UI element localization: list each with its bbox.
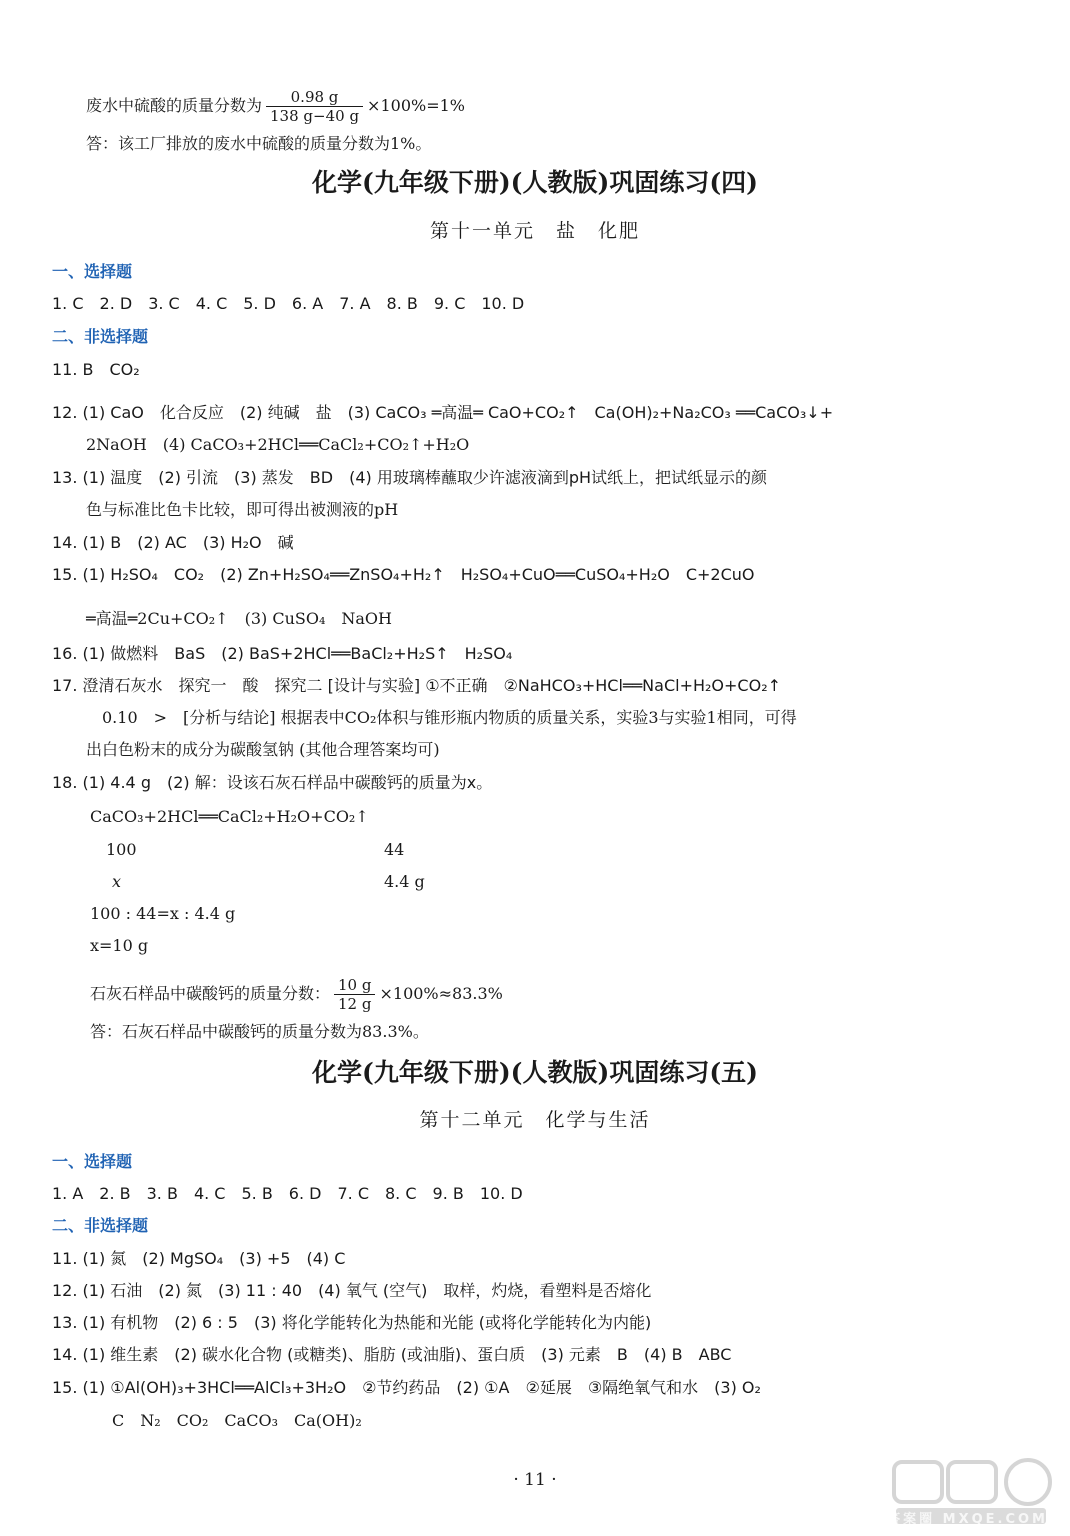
section4-title: 化学(九年级下册)(人教版)巩固练习(四) xyxy=(312,168,758,197)
fraction: $\frac{0.98 g}{138 g-40 g}$ xyxy=(266,88,363,125)
section4-subtitle: 第十一单元 盐 化肥 xyxy=(429,220,640,242)
s4-q18-mass-100: 100 xyxy=(106,840,137,859)
page-number: · 11 · xyxy=(513,1470,557,1490)
s4-q18-fraction-line: 石灰石样品中碳酸钙的质量分数： $\frac{10 g}{12 g}$ ×100%≈83.3% xyxy=(90,976,503,1013)
s4-q18-mass-44: 44 xyxy=(384,840,405,859)
s5-q11: 11. (1) 氮 (2) MgSO₄ (3) +5 (4) C xyxy=(52,1249,346,1268)
watermark-text: 答案圈 MXQE.COM xyxy=(887,1512,1048,1527)
s4-q13-line2: 色与标准比色卡比较，即可得出被测液的pH xyxy=(86,500,399,519)
s5-q15-line1: 15. (1) ①Al(OH)₃+3HCl══AlCl₃+3H₂O ②节约药品 (2) ①A ②延展 ③隔绝氧气和水 (3) O₂ xyxy=(52,1378,761,1397)
fraction: $\frac{10 g}{12 g}$ xyxy=(334,976,375,1013)
s4-q18-answer: 答：石灰石样品中碳酸钙的质量分数为83.3%。 xyxy=(90,1022,429,1041)
s4-q18-xval: x=10 g xyxy=(90,936,149,955)
section5-choices: 1. A 2. B 3. B 4. C 5. B 6. D 7. C 8. C 9. B 10. D xyxy=(52,1184,523,1203)
s5-q14: 14. (1) 维生素 (2) 碳水化合物 (或糖类)、脂肪 (或油脂)、蛋白质 (3) 元素 B (4) B ABC xyxy=(52,1345,732,1364)
section5-subtitle: 第十二单元 化学与生活 xyxy=(419,1109,651,1131)
top-fraction-line: 废水中硫酸的质量分数为 $\frac{0.98 g}{138 g-40 g}$ ×100%=1% xyxy=(86,88,465,125)
s4-q15-line2: ═高温═2Cu+CO₂↑ (3) CuSO₄ NaOH xyxy=(86,609,392,628)
s4-q18-44g: 4.4 g xyxy=(384,872,425,891)
s5-q15-line2: C N₂ CO₂ CaCO₃ Ca(OH)₂ xyxy=(112,1411,362,1430)
top-answer: 答：该工厂排放的废水中硫酸的质量分数为1%。 xyxy=(86,134,432,153)
s4-q14: 14. (1) B (2) AC (3) H₂O 碱 xyxy=(52,533,294,552)
s4-q17-line2: 0.10 > [分析与结论] 根据表中CO₂体积与锥形瓶内物质的质量关系，实验3与实验1相同，可得 xyxy=(102,708,797,727)
s4-q18-equation: CaCO₃+2HCl══CaCl₂+H₂O+CO₂↑ xyxy=(90,807,369,826)
section4-choice-heading: 一、选择题 xyxy=(52,262,133,281)
s4-q18-x: x xyxy=(112,872,122,891)
s4-q13-line1: 13. (1) 温度 (2) 引流 (3) 蒸发 BD (4) 用玻璃棒蘸取少许滤液滴到pH试纸上，把试纸显示的颜 xyxy=(52,468,768,487)
s4-q17-line1: 17. 澄清石灰水 探究一 酸 探究二 [设计与实验] ①不正确 ②NaHCO₃+HCl══NaCl+H₂O+CO₂↑ xyxy=(52,676,782,695)
s4-q12-line1: 12. (1) CaO 化合反应 (2) 纯碱 盐 (3) CaCO₃ ═高温═ CaO+CO₂↑ Ca(OH)₂+Na₂CO₃ ══CaCO₃↓+ xyxy=(52,403,834,422)
section4-choices: 1. C 2. D 3. C 4. C 5. D 6. A 7. A 8. B 9. C 10. D xyxy=(52,294,525,313)
s4-q18-ratio: 100 : 44=x : 4.4 g xyxy=(90,904,236,923)
section5-choice-heading: 一、选择题 xyxy=(52,1152,133,1171)
s5-q12: 12. (1) 石油 (2) 氮 (3) 11 : 40 (4) 氧气 (空气) 取样，灼烧，看塑料是否熔化 xyxy=(52,1281,652,1300)
s4-q15-line1: 15. (1) H₂SO₄ CO₂ (2) Zn+H₂SO₄══ZnSO₄+H₂↑ H₂SO₄+CuO══CuSO₄+H₂O C+2CuO xyxy=(52,565,755,584)
section5-title: 化学(九年级下册)(人教版)巩固练习(五) xyxy=(312,1058,758,1087)
s4-q16: 16. (1) 做燃料 BaS (2) BaS+2HCl══BaCl₂+H₂S↑ H₂SO₄ xyxy=(52,644,513,663)
s4-q18-line1: 18. (1) 4.4 g (2) 解：设该石灰石样品中碳酸钙的质量为x。 xyxy=(52,773,493,792)
section5-nonchoice-heading: 二、非选择题 xyxy=(52,1216,149,1235)
s5-q13: 13. (1) 有机物 (2) 6 : 5 (3) 将化学能转化为热能和光能 (或将化学能转化为内能) xyxy=(52,1313,652,1332)
section4-nonchoice-heading: 二、非选择题 xyxy=(52,327,149,346)
s4-q17-line3: 出白色粉末的成分为碳酸氢钠 (其他合理答案均可) xyxy=(86,740,440,759)
s4-q11: 11. B CO₂ xyxy=(52,360,140,379)
s4-q12-line2: 2NaOH (4) CaCO₃+2HCl══CaCl₂+CO₂↑+H₂O xyxy=(86,435,470,454)
